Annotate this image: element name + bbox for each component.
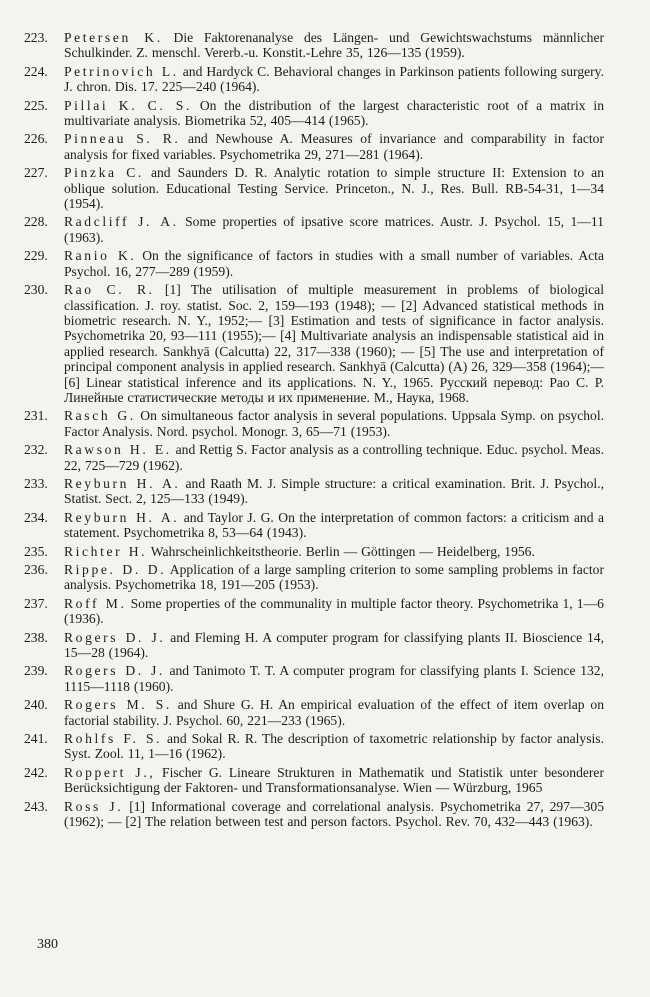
reference-entry: [24, 510, 604, 541]
reference-text: [64, 562, 604, 593]
reference-entry: [24, 248, 604, 279]
reference-author: Roppert J.,: [64, 764, 156, 780]
reference-text: [64, 510, 604, 541]
reference-number: 237.: [24, 595, 48, 611]
reference-entry: [24, 282, 604, 405]
reference-citation: Wahrscheinlichkeitstheorie. Berlin — Göttingen — Heidelberg, 1956.: [147, 543, 535, 559]
reference-number: 231.: [24, 408, 48, 424]
reference-citation: On the significance of factors in studies with a small number of variables. Acta Psychol. 16, 277—289 (1959).: [64, 248, 604, 279]
page-number: 380: [37, 937, 58, 952]
reference-author: Rao C. R.: [64, 282, 155, 298]
reference-text: [64, 165, 604, 211]
reference-number: 243.: [24, 798, 48, 814]
reference-number: 225.: [24, 97, 48, 113]
reference-number: 232.: [24, 442, 48, 458]
reference-number: 238.: [24, 629, 48, 645]
reference-citation: and Raath M. J. Simple structure: a critical examination. Brit. J. Psychol., Statist. Sect. 2, 125—133 (1949).: [64, 475, 605, 507]
reference-citation: [1] Informational coverage and correlational analysis. Psychometrika 27, 297—305 (1962); — [2] The relation between test and person factors. Psychol. Rev. 70, 432—443 (1963).: [64, 798, 604, 830]
reference-entry: [24, 799, 604, 830]
reference-number: 234.: [24, 509, 48, 525]
reference-entry: [24, 596, 604, 627]
reference-citation: and Taylor J. G. On the interpretation of common factors: a criticism and a statement. Psychometrika 8, 53—64 (1943).: [64, 509, 605, 541]
reference-number: 241.: [24, 731, 48, 747]
reference-text: [64, 131, 604, 162]
reference-citation: Fischer G. Lineare Strukturen in Mathematik und Statistik unter besonderer Berücksichtigung der Faktoren- und Transformationsanalyse. Wien — Würzburg, 1965: [64, 764, 604, 796]
reference-citation: Application of a large sampling criterion to some sampling problems in factor analysis. Psychometrika 18, 191—205 (1953).: [64, 562, 604, 593]
reference-entry: [24, 731, 604, 762]
reference-author: Rogers D. J.: [64, 629, 166, 645]
reference-number: 223.: [24, 30, 48, 45]
reference-text: [64, 64, 604, 95]
reference-author: Rohlfs F. S.: [64, 731, 163, 747]
reference-number: 239.: [24, 663, 48, 679]
reference-author: Petersen K.: [64, 30, 163, 45]
reference-entry: [24, 630, 604, 661]
reference-citation: and Hardyck C. Behavioral changes in Parkinson patients following surgery. J. chron. Dis. 17. 225—240 (1964).: [64, 63, 604, 95]
reference-citation: Some properties of the communality in multiple factor theory. Psychometrika 1, 1—6 (1936).: [64, 595, 604, 627]
reference-text: [64, 544, 604, 559]
reference-text: [64, 731, 604, 762]
reference-text: [64, 442, 604, 473]
reference-entry: [24, 562, 604, 593]
reference-citation: and Sokal R. R. The description of taxometric relationship by factor analysis. Syst. Zool. 11, 1—16 (1962).: [64, 731, 604, 762]
reference-citation: Some properties of ipsative score matrices. Austr. J. Psychol. 15, 1—11 (1963).: [64, 214, 604, 245]
reference-citation: and Tanimoto T. T. A computer program for classifying plants I. Science 132, 1115—1118 (1960).: [64, 663, 604, 694]
reference-entry: [24, 544, 604, 559]
reference-citation: and Rettig S. Factor analysis as a controlling technique. Educ. psychol. Meas. 22, 725—729 (1962).: [64, 442, 604, 473]
reference-author: Richter H.: [64, 543, 148, 559]
reference-citation: On simultaneous factor analysis in several populations. Uppsala Symp. on psychol. Factor Analysis. Nord. psychol. Monogr. 3, 65—71 (1953).: [64, 408, 604, 439]
reference-number: 242.: [24, 764, 48, 780]
reference-author: Reyburn H. A.: [64, 509, 180, 525]
reference-entry: [24, 408, 604, 439]
reference-text: [64, 214, 604, 245]
reference-citation: and Saunders D. R. Analytic rotation to simple structure II: Extension to an oblique solution. Educational Testing Service. Princeton., N. J., Res. Bull. RB-54-31, 1—34 (1954).: [64, 165, 604, 212]
reference-text: [64, 630, 604, 661]
reference-number: 236.: [24, 562, 48, 577]
reference-citation: and Newhouse A. Measures of invariance and comparability in factor analysis for fixed variables. Psychometrika 29, 271—281 (1964).: [64, 131, 604, 162]
reference-author: Pinneau S. R.: [64, 131, 181, 147]
reference-entry: [24, 765, 604, 796]
reference-text: [64, 476, 604, 507]
reference-entry: [24, 98, 604, 129]
reference-entry: [24, 165, 604, 211]
reference-author: Reyburn H. A.: [64, 475, 181, 491]
reference-author: Pillai K. C. S.: [64, 97, 192, 113]
reference-entry: [24, 442, 604, 473]
reference-entry: [24, 697, 604, 728]
reference-entry: [24, 30, 604, 61]
reference-author: Pinzka C.: [64, 165, 144, 181]
reference-author: Radcliff J. A.: [64, 214, 179, 230]
reference-author: Ranio K.: [64, 248, 137, 264]
reference-author: Ross J.: [64, 798, 124, 814]
reference-entry: [24, 214, 604, 245]
reference-citation: On the distribution of the largest characteristic root of a matrix in multivariate analysis. Biometrika 52, 405—414 (1965).: [64, 97, 604, 129]
reference-text: [64, 765, 604, 796]
reference-number: 233.: [24, 475, 48, 491]
reference-number: 224.: [24, 63, 48, 79]
reference-entry: [24, 64, 604, 95]
reference-text: [64, 596, 604, 627]
reference-author: Rippe. D. D.: [64, 562, 167, 577]
reference-number: 235.: [24, 543, 48, 559]
reference-citation: and Shure G. H. An empirical evaluation of the effect of item overlap on factorial stability. J. Psychol. 60, 221—233 (1965).: [64, 697, 605, 728]
reference-number: 240.: [24, 697, 48, 713]
reference-author: Roff M.: [64, 595, 127, 611]
reference-author: Rogers M. S.: [64, 697, 172, 713]
reference-text: [64, 282, 604, 405]
reference-text: [64, 30, 604, 61]
reference-citation: Die Faktorenanalyse des Längen- und Gewichtswachstums männlicher Schulkinder. Z. menschl. Vererb.-u. Konstit.-Lehre 35, 126—135 (1959).: [64, 30, 605, 61]
reference-entry: [24, 131, 604, 162]
reference-text: [64, 663, 604, 694]
reference-citation: and Fleming H. A computer program for classifying plants II. Bioscience 14, 15—28 (1964).: [64, 629, 604, 661]
reference-text: [64, 248, 604, 279]
reference-text: [64, 697, 604, 728]
reference-author: Petrinovich L.: [64, 63, 179, 79]
reference-author: Rasch G.: [64, 408, 136, 424]
reference-list: [24, 30, 604, 833]
reference-number: 230.: [24, 282, 48, 298]
reference-text: [64, 408, 604, 439]
reference-author: Rawson H. E.: [64, 442, 172, 458]
reference-citation: [1] The utilisation of multiple measurement in problems of biological classification. J. roy. statist. Soc. 2, 159—193 (1948); — [2] Advanced statistical methods in biometric research. N. Y., 1952;— [3] Estimation and tests of significance in factor analysis. Psychometrika 20, 93—111 (1955);— [4] Multivariate analysis an indispensable statistical aid in applied research. Sankhyā (Calcutta) 22, 317—338 (1960); — [5] The use and interpretation of principal component analysis in applied research. Sankhyā (Calcutta) (A) 26, 329—358 (1964);— [6] Linear statistical inference and its applications. N. Y., 1965. Русский перевод: Рао С. Р. Линейные статистические методы и их применение. М., Наука, 1968.: [64, 282, 604, 405]
reference-author: Rogers D. J.: [64, 663, 165, 679]
reference-number: 227.: [24, 165, 48, 181]
reference-entry: [24, 663, 604, 694]
reference-number: 229.: [24, 248, 48, 264]
reference-text: [64, 98, 604, 129]
reference-entry: [24, 476, 604, 507]
reference-text: [64, 799, 604, 830]
reference-number: 226.: [24, 131, 48, 147]
reference-number: 228.: [24, 214, 48, 230]
